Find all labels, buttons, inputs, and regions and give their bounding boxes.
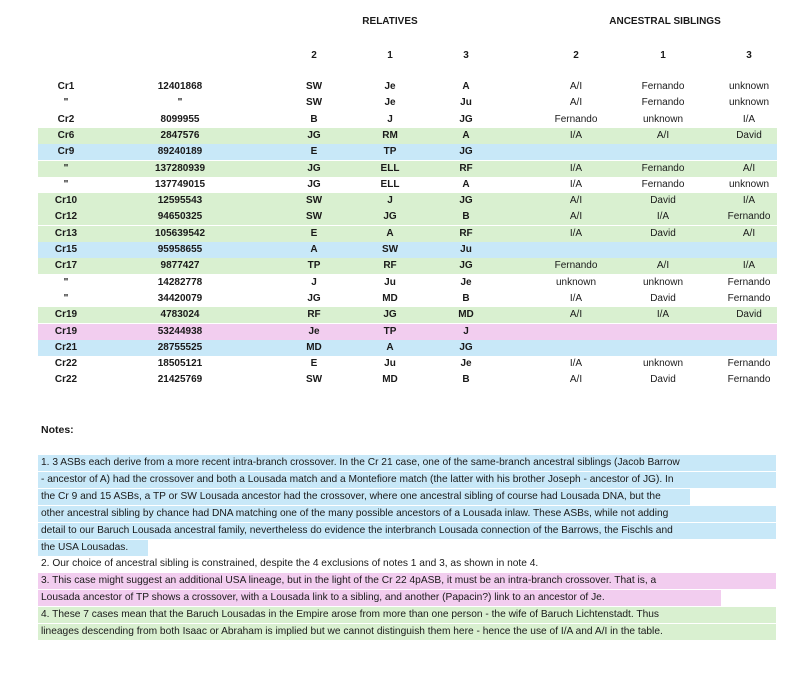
asb-3-cell: Fernando [727,292,771,304]
asb-1-cell: Fernando [641,97,685,109]
relative-3-cell: Ju [460,244,472,255]
relative-3-cell: MD [458,309,474,321]
relative-2-cell: SW [305,374,323,386]
table-row [38,324,777,340]
table-row [38,307,777,323]
relative-2-cell: E [310,146,318,158]
asb-2-cell [536,340,616,356]
note-line: the USA Lousadas. [38,540,148,556]
asb-2-cell [536,324,616,340]
asb-1-cell [623,340,703,356]
cr-cell: " [63,276,69,288]
table-row [38,258,777,274]
kit-id-cell: 137280939 [154,162,206,174]
relative-1-cell: Ju [384,358,396,370]
relative-3-cell: JG [459,113,473,125]
kit-id-cell: 18505121 [157,358,203,370]
relative-2-cell: SW [305,97,323,109]
relative-1-cell: RM [382,129,398,141]
cr-cell: Cr1 [57,81,75,92]
relative-1-cell: MD [382,292,398,304]
relative-3-cell: JG [459,260,473,272]
asb-2-cell: A/I [569,97,583,109]
relative-1-cell: JG [383,211,397,223]
relative-3-cell: Ju [460,97,472,109]
asb-3-cell [709,324,789,340]
asb-3-cell [709,144,789,160]
table-row [38,144,777,160]
asb-3-cell [709,242,789,258]
asb-2-cell: I/A [569,178,583,190]
cr-cell: Cr9 [57,146,75,158]
relative-3-cell: A [462,178,470,190]
relative-1-cell: Ju [384,276,396,288]
relative-2-cell: B [310,113,318,125]
relative-2-cell: JG [307,178,321,190]
relative-1-cell: TP [383,146,397,158]
table-row [38,340,777,356]
note-line: 4. These 7 cases mean that the Baruch Lousadas in the Empire arose from more than one person - the wife of Baruch Lichtenstadt. Thus [38,607,776,623]
kit-id-cell: 137749015 [154,178,206,190]
kit-id-cell: 12595543 [157,195,203,207]
table-row [38,356,777,372]
table-row [38,193,777,209]
relative-3-cell: RF [459,162,473,174]
cr-cell: Cr15 [54,244,78,255]
asb-2-cell: A/I [569,309,583,321]
table-row [38,226,777,242]
asb-1-cell: A/I [656,260,670,272]
relative-2-cell: SW [305,81,323,92]
asb-3-cell: David [736,129,762,141]
header-relatives: RELATIVES [362,16,418,27]
asb-1-cell: I/A [656,211,670,223]
kit-id-cell: 2847576 [160,129,200,141]
asb-2-cell: I/A [569,162,583,174]
asb-3-cell: I/A [742,260,756,272]
note-line: lineages descending from both Isaac or Abraham is implied but we cannot distinguish them here - hence the use of I/A and A/I in the table. [38,624,776,640]
relative-3-cell: JG [459,341,473,353]
kit-id-cell: 94650325 [157,211,203,223]
asb-3-cell: I/A [742,195,756,207]
cr-cell: Cr19 [54,309,78,321]
asb-1-cell: unknown [642,276,684,288]
asb-2-cell: A/I [569,81,583,92]
relative-1-cell: JG [383,309,397,321]
relative-3-cell: J [463,325,469,337]
asb-2-cell: Fernando [554,113,598,125]
kit-id-cell: 89240189 [157,146,203,158]
relative-1-cell: J [387,195,393,207]
asb-1-cell: unknown [642,113,684,125]
header-ancestral-siblings: ANCESTRAL SIBLINGS [609,16,721,27]
asb-3-cell: unknown [728,97,770,109]
kit-id-cell: 8099955 [160,113,200,125]
cr-cell: Cr10 [54,195,78,207]
relative-1-cell: MD [382,374,398,386]
asb-1-cell: David [650,374,676,386]
relative-3-cell: B [462,292,470,304]
relative-2-cell: MD [306,341,322,353]
relative-1-cell: RF [383,260,397,272]
asb-2-cell: I/A [569,358,583,370]
asb-1-cell: unknown [642,358,684,370]
relative-2-cell: SW [305,195,323,207]
relative-2-cell: SW [305,211,323,223]
table-row [38,95,777,111]
relative-2-cell: Je [308,325,320,337]
asb-3-cell: David [736,309,762,321]
cr-cell: " [63,178,69,190]
cr-cell: Cr13 [54,227,78,239]
asb-1-cell: I/A [656,309,670,321]
relative-3-cell: B [462,374,470,386]
note-line: 1. 3 ASBs each derive from a more recent intra-branch crossover. In the Cr 21 case, one of the same-branch ancestral siblings (Jacob Barrow [38,455,776,471]
cr-cell: Cr22 [54,358,78,370]
asb-3-cell: unknown [728,178,770,190]
cr-cell: Cr19 [54,325,78,337]
asb-3-cell [709,340,789,356]
col-header-relative-3: 3 [463,50,469,61]
cr-cell: Cr6 [57,129,75,141]
cr-cell: " [63,292,69,304]
asb-1-cell [623,324,703,340]
asb-1-cell: David [650,292,676,304]
relative-3-cell: Je [460,358,472,370]
asb-3-cell: Fernando [727,211,771,223]
asb-1-cell: Fernando [641,81,685,92]
asb-1-cell: Fernando [641,162,685,174]
kit-id-cell: 12401868 [157,81,203,92]
note-line: - ancestor of A) had the crossover and both a Lousada match and a Montefiore match (the latter with his brother Joseph - ancestor of JG). In [38,472,776,488]
table-row [38,275,777,291]
col-header-asb-2: 2 [573,50,579,61]
relative-1-cell: J [387,113,393,125]
relative-3-cell: JG [459,146,473,158]
table-row [38,128,777,144]
asb-1-cell [623,242,703,258]
relative-1-cell: Je [384,97,396,109]
relative-2-cell: E [310,358,318,370]
cr-cell: Cr12 [54,211,78,223]
relative-1-cell: Je [384,81,396,92]
relative-2-cell: TP [307,260,321,272]
relative-2-cell: J [311,276,317,288]
table-row [38,161,777,177]
table-row [38,291,777,307]
table-row [38,79,777,95]
relative-2-cell: JG [307,162,321,174]
relative-1-cell: A [386,227,394,239]
cr-cell: " [63,162,69,174]
col-header-relative-2: 2 [311,50,317,61]
relative-3-cell: RF [459,227,473,239]
notes-title: Notes: [41,424,74,436]
asb-1-cell: David [650,195,676,207]
kit-id-cell: 105639542 [154,227,206,239]
note-line: Lousada ancestor of TP shows a crossover, with a Lousada link to a sibling, and another (Papacin?) link to an ancestor of Je. [38,590,721,606]
relative-2-cell: JG [307,129,321,141]
asb-2-cell: I/A [569,292,583,304]
col-header-asb-1: 1 [660,50,666,61]
asb-1-cell: A/I [656,129,670,141]
kit-id-cell: 21425769 [157,374,203,386]
table-row [38,242,777,258]
relative-1-cell: ELL [380,178,400,190]
table-row [38,112,777,128]
table-row [38,209,777,225]
asb-3-cell: unknown [728,81,770,92]
note-line: 3. This case might suggest an additional USA lineage, but in the light of the Cr 22 4pASB, it must be an intra-branch crossover. That is, a [38,573,776,589]
kit-id-cell: 95958655 [157,244,203,255]
table-row [38,372,777,388]
asb-1-cell [623,144,703,160]
asb-1-cell: Fernando [641,178,685,190]
cr-cell: Cr22 [54,374,78,386]
relative-3-cell: B [462,211,470,223]
kit-id-cell: " [177,97,183,109]
asb-2-cell: I/A [569,129,583,141]
cr-cell: Cr2 [57,113,75,125]
table-row [38,177,777,193]
asb-2-cell [536,144,616,160]
cr-cell: Cr21 [54,341,78,353]
asb-2-cell [536,242,616,258]
cr-cell: Cr17 [54,260,78,272]
asb-2-cell: unknown [555,276,597,288]
asb-3-cell: I/A [742,113,756,125]
note-line: other ancestral sibling by chance had DNA matching one of the many possible ancestors of a Lousada inlaw. These ASBs, while not adding [38,506,776,522]
relative-1-cell: SW [381,244,399,255]
kit-id-cell: 4783024 [160,309,200,321]
kit-id-cell: 9877427 [160,260,200,272]
asb-2-cell: I/A [569,227,583,239]
relative-2-cell: A [310,244,318,255]
relative-1-cell: TP [383,325,397,337]
note-line: detail to our Baruch Lousada ancestral family, nevertheless do evidence the interbranch Lousada connection of the Barrows, the Fischls and [38,523,776,539]
asb-2-cell: Fernando [554,260,598,272]
relative-3-cell: JG [459,195,473,207]
asb-2-cell: A/I [569,374,583,386]
relative-2-cell: JG [307,292,321,304]
kit-id-cell: 14282778 [157,276,203,288]
asb-3-cell: A/I [742,162,756,174]
asb-2-cell: A/I [569,211,583,223]
col-header-asb-3: 3 [746,50,752,61]
kit-id-cell: 53244938 [157,325,203,337]
relative-3-cell: Je [460,276,472,288]
asb-3-cell: Fernando [727,276,771,288]
kit-id-cell: 28755525 [157,341,203,353]
relative-2-cell: E [310,227,318,239]
col-header-relative-1: 1 [387,50,393,61]
asb-3-cell: Fernando [727,374,771,386]
note-line: 2. Our choice of ancestral sibling is constrained, despite the 4 exclusions of notes 1 and 3, as shown in note 4. [41,558,539,570]
relative-1-cell: A [386,341,394,353]
asb-2-cell: A/I [569,195,583,207]
relative-2-cell: RF [307,309,321,321]
asb-1-cell: David [650,227,676,239]
cr-cell: " [63,97,69,109]
asb-3-cell: A/I [742,227,756,239]
relative-3-cell: A [462,129,470,141]
asb-3-cell: Fernando [727,358,771,370]
relative-1-cell: ELL [380,162,400,174]
relative-3-cell: A [462,81,470,92]
kit-id-cell: 34420079 [157,292,203,304]
note-line: the Cr 9 and 15 ASBs, a TP or SW Lousada ancestor had the crossover, where one ancestral sibling of course had Lousada DNA, but the [38,489,690,505]
